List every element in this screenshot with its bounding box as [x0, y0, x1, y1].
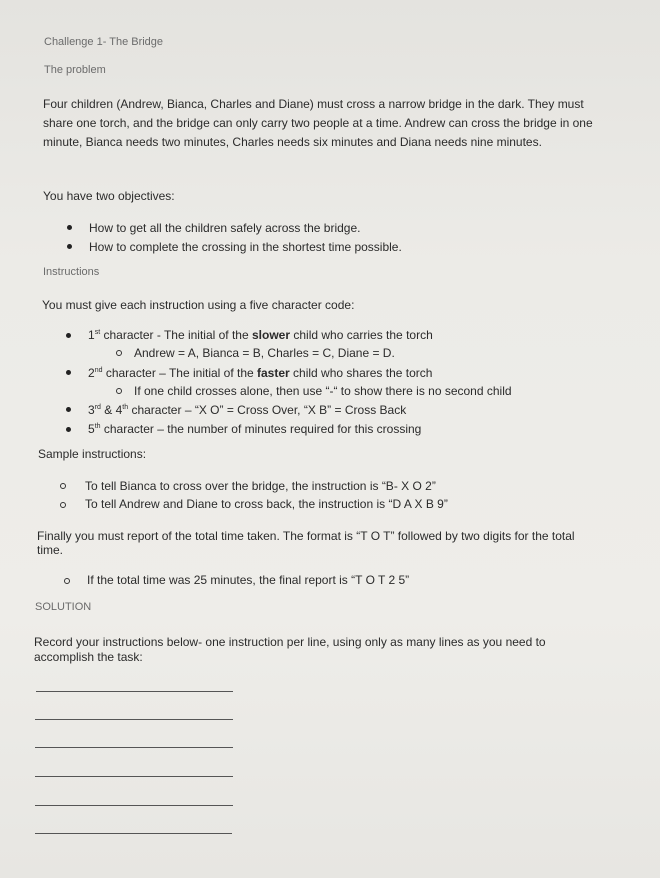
sub-bullet-circle [60, 502, 66, 508]
answer-line[interactable] [35, 833, 232, 834]
answer-line[interactable] [35, 805, 233, 806]
report-example: If the total time was 25 minutes, the final report is “T O T 2 5” [87, 573, 410, 587]
sample-item-1: To tell Bianca to cross over the bridge, the instruction is “B- X O 2” [85, 479, 436, 493]
challenge-title: Challenge 1- The Bridge [44, 36, 164, 48]
instructions-heading: Instructions [43, 266, 100, 278]
report-line-1: Finally you must report of the total time taken. The format is “T O T” followed by two digits for the total [37, 529, 575, 543]
char5-rule: 5th character – the number of minutes required for this crossing [88, 422, 422, 436]
bullet-dot [66, 333, 71, 338]
problem-line-3: minute, Bianca needs two minutes, Charles needs six minutes and Diana needs nine minutes. [43, 135, 542, 149]
solution-heading: SOLUTION [35, 601, 92, 613]
sub-bullet-circle [64, 578, 70, 584]
solution-line-1: Record your instructions below- one instruction per line, using only as many lines as you need to [34, 635, 546, 649]
char1-sub: Andrew = A, Bianca = B, Charles = C, Diane = D. [134, 346, 395, 360]
answer-line[interactable] [35, 719, 233, 720]
bullet-dot [66, 427, 71, 432]
char1-rule: 1st character - The initial of the slower child who carries the torch [88, 328, 433, 342]
problem-heading: The problem [44, 64, 106, 76]
objective-item-2: How to complete the crossing in the shortest time possible. [89, 240, 402, 254]
answer-line[interactable] [35, 747, 233, 748]
problem-line-2: share one torch, and the bridge can only carry two people at a time. Andrew can cross the bridge in one [43, 116, 593, 130]
bullet-dot [66, 407, 71, 412]
instructions-intro: You must give each instruction using a five character code: [42, 298, 355, 312]
sub-bullet-circle [116, 350, 122, 356]
answer-line[interactable] [35, 776, 233, 777]
bullet-dot [66, 370, 71, 375]
report-line-2: time. [37, 543, 64, 557]
answer-line[interactable] [36, 691, 233, 692]
sample-item-2: To tell Andrew and Diane to cross back, the instruction is “D A X B 9” [85, 497, 448, 511]
objectives-heading: You have two objectives: [43, 189, 175, 203]
char2-sub: If one child crosses alone, then use “-“ to show there is no second child [134, 384, 512, 398]
sub-bullet-circle [116, 388, 122, 394]
char2-rule: 2nd character – The initial of the faster child who shares the torch [88, 366, 433, 380]
solution-line-2: accomplish the task: [34, 650, 143, 664]
bullet-dot [67, 244, 72, 249]
samples-heading: Sample instructions: [38, 447, 147, 461]
problem-line-1: Four children (Andrew, Bianca, Charles and Diane) must cross a narrow bridge in the dark. They must [43, 97, 584, 111]
sub-bullet-circle [60, 483, 66, 489]
char34-rule: 3rd & 4th character – “X O” = Cross Over, “X B” = Cross Back [88, 403, 407, 417]
bullet-dot [67, 225, 72, 230]
objective-item-1: How to get all the children safely across the bridge. [89, 221, 361, 235]
